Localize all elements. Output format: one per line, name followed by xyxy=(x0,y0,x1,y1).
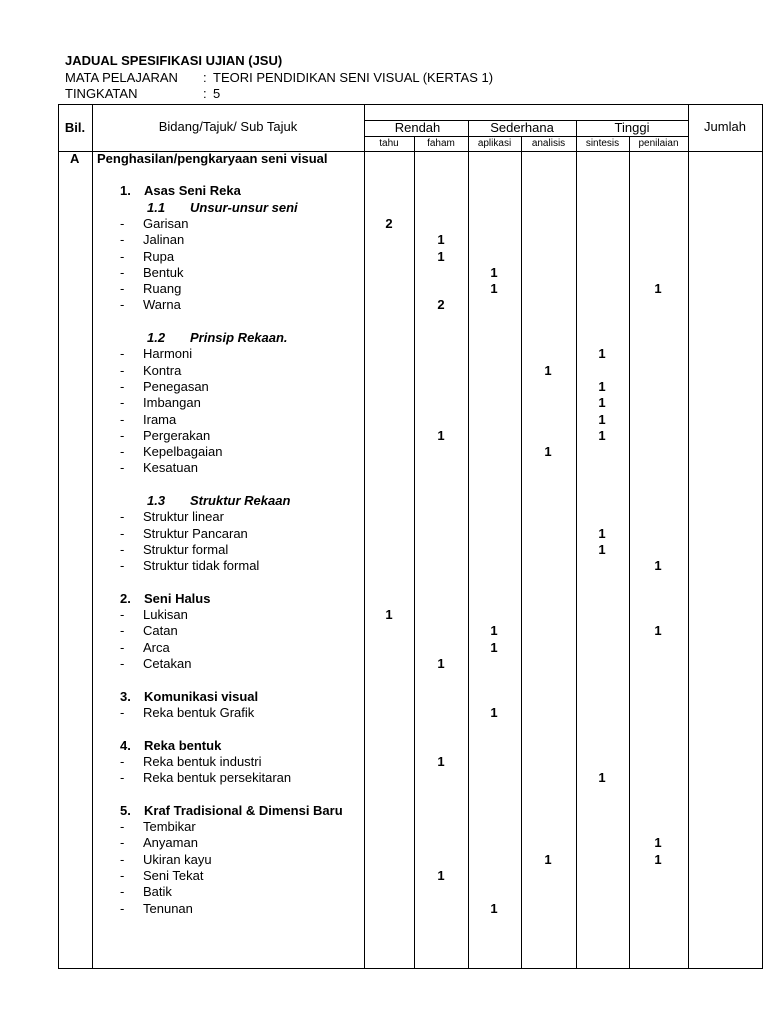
row-marker: - xyxy=(120,346,125,362)
question-count-penilaian: 1 xyxy=(654,835,662,851)
question-count-penilaian: 1 xyxy=(654,281,662,297)
level-label: TINGKATAN xyxy=(65,86,138,101)
group-sederhana: Sederhana xyxy=(490,120,554,135)
level-faham: faham xyxy=(427,138,455,149)
question-count-tahu: 1 xyxy=(385,607,393,623)
row-marker: - xyxy=(120,770,125,786)
row-marker: - xyxy=(120,753,125,769)
subtopic-label: Rupa xyxy=(143,248,175,264)
row-marker: 3. xyxy=(120,688,131,704)
topic-heading: Asas Seni Reka xyxy=(144,183,241,199)
row-marker: - xyxy=(120,362,125,378)
level-column-line-2 xyxy=(629,136,630,969)
row-marker: 1. xyxy=(120,183,131,199)
subtopic-label: Reka bentuk Grafik xyxy=(143,704,255,720)
question-count-analisis: 1 xyxy=(544,444,552,460)
question-count-faham: 1 xyxy=(437,232,445,248)
topic-heading: Prinsip Rekaan. xyxy=(190,330,288,345)
question-count-analisis: 1 xyxy=(544,362,552,378)
question-count-aplikasi: 1 xyxy=(490,639,498,655)
subtopic-label: Irama xyxy=(143,411,177,427)
row-marker: - xyxy=(120,558,125,574)
subtopic-label: Kontra xyxy=(143,362,182,378)
table-top-border xyxy=(58,104,763,105)
subtopic-label: Struktur linear xyxy=(143,509,224,525)
question-count-tahu: 2 xyxy=(385,215,393,231)
row-marker: - xyxy=(120,525,125,541)
question-count-faham: 1 xyxy=(437,656,445,671)
subtopic-label: Jalinan xyxy=(143,232,185,248)
row-marker: 1.2 xyxy=(147,330,166,345)
row-marker: - xyxy=(120,395,125,411)
question-count-sintesis: 1 xyxy=(598,427,606,443)
question-count-aplikasi: 1 xyxy=(490,281,498,297)
question-count-sintesis: 1 xyxy=(598,525,606,541)
row-marker: - xyxy=(120,297,125,313)
topic-heading: Struktur Rekaan xyxy=(190,493,291,508)
table-right-border xyxy=(762,104,763,969)
subtopic-label: Kepelbagaian xyxy=(143,444,223,460)
row-marker: - xyxy=(120,378,125,394)
group-rendah: Rendah xyxy=(394,120,441,135)
question-count-aplikasi: 1 xyxy=(490,264,498,280)
level-column-line-0 xyxy=(414,136,415,969)
subtopic-label: Cetakan xyxy=(143,656,192,671)
subtopic-label: Bentuk xyxy=(143,264,184,280)
topic-heading: Seni Halus xyxy=(144,590,211,606)
total-header: Jumlah xyxy=(704,119,746,134)
row-marker: - xyxy=(120,509,125,525)
level-row xyxy=(65,86,493,102)
subject-label: MATA PELAJARAN xyxy=(65,70,178,85)
row-marker: - xyxy=(120,867,125,883)
row-marker: - xyxy=(120,460,125,476)
question-count-sintesis: 1 xyxy=(598,411,606,427)
level-sintesis: sintesis xyxy=(585,138,620,149)
row-marker: - xyxy=(120,411,125,427)
question-count-faham: 1 xyxy=(437,427,445,443)
topic-column-line xyxy=(364,104,365,969)
row-marker: 1.1 xyxy=(147,199,166,215)
question-count-sintesis: 1 xyxy=(598,346,606,362)
bil-header: Bil. xyxy=(64,120,86,135)
row-marker: 5. xyxy=(120,802,131,818)
question-count-faham: 1 xyxy=(437,753,445,769)
table-bottom-border xyxy=(58,968,763,969)
row-marker: - xyxy=(120,819,125,834)
question-count-penilaian: 1 xyxy=(654,558,662,574)
bil-column-line xyxy=(92,104,93,969)
question-count-faham: 1 xyxy=(437,248,445,264)
level-column-line-1 xyxy=(521,136,522,969)
subject-colon: : xyxy=(203,70,207,85)
section-bil: A xyxy=(70,151,80,166)
row-marker: - xyxy=(120,264,125,280)
question-count-sintesis: 1 xyxy=(598,378,606,394)
group-column-line-1 xyxy=(576,120,577,969)
topic-heading: Kraf Tradisional & Dimensi Baru xyxy=(144,802,343,818)
document-header xyxy=(65,52,493,102)
topic-header: Bidang/Tajuk/ Sub Tajuk xyxy=(158,119,298,134)
row-marker: - xyxy=(120,427,125,443)
subtopic-label: Struktur Pancaran xyxy=(143,525,248,541)
question-count-penilaian: 1 xyxy=(654,851,662,867)
subject-row xyxy=(65,70,493,86)
row-marker: - xyxy=(120,835,125,851)
table-left-border xyxy=(58,104,59,969)
total-column-line xyxy=(688,104,689,969)
question-count-aplikasi: 1 xyxy=(490,900,498,916)
subtopic-label: Kesatuan xyxy=(143,460,198,476)
topic-heading: Unsur-unsur seni xyxy=(190,199,298,215)
row-marker: 2. xyxy=(120,590,131,606)
row-marker: - xyxy=(120,444,125,460)
row-marker: 4. xyxy=(120,737,131,753)
subtopic-label: Lukisan xyxy=(143,607,188,623)
row-marker: - xyxy=(120,232,125,248)
row-marker: - xyxy=(120,704,125,720)
subtopic-label: Garisan xyxy=(143,215,189,231)
subtopic-label: Ruang xyxy=(143,281,182,297)
level-top-line xyxy=(364,136,689,137)
row-marker: - xyxy=(120,541,125,557)
subtopic-label: Arca xyxy=(143,639,170,655)
level-aplikasi: aplikasi xyxy=(477,138,512,149)
subtopic-label: Ukiran kayu xyxy=(143,851,212,867)
row-marker: - xyxy=(120,623,125,639)
group-column-line-0 xyxy=(468,120,469,969)
subtopic-label: Anyaman xyxy=(143,835,198,851)
question-count-analisis: 1 xyxy=(544,851,552,867)
row-marker: - xyxy=(120,851,125,867)
section-title: Penghasilan/pengkaryaan seni visual xyxy=(97,151,328,166)
question-count-faham: 2 xyxy=(437,297,445,313)
subject-value: TEORI PENDIDIKAN SENI VISUAL (KERTAS 1) xyxy=(213,70,494,85)
row-marker: - xyxy=(120,656,125,671)
row-marker: - xyxy=(120,215,125,231)
subtopic-label: Pergerakan xyxy=(143,427,211,443)
row-marker: - xyxy=(120,607,125,623)
row-marker: - xyxy=(120,900,125,916)
question-count-aplikasi: 1 xyxy=(490,704,498,720)
question-count-faham: 1 xyxy=(437,867,445,883)
subtopic-label: Penegasan xyxy=(143,378,209,394)
subtopic-label: Harmoni xyxy=(143,346,193,362)
subtopic-label: Seni Tekat xyxy=(143,867,204,883)
topic-heading: Reka bentuk xyxy=(144,737,222,753)
subtopic-label: Struktur tidak formal xyxy=(143,558,260,574)
row-marker: - xyxy=(120,884,125,900)
subtopic-label: Struktur formal xyxy=(143,541,229,557)
level-colon: : xyxy=(203,86,207,101)
subtopic-label: Reka bentuk industri xyxy=(143,753,262,769)
question-count-aplikasi: 1 xyxy=(490,623,498,639)
row-marker: - xyxy=(120,281,125,297)
level-value: 5 xyxy=(213,86,221,101)
row-marker: - xyxy=(120,248,125,264)
subtopic-label: Imbangan xyxy=(143,395,201,411)
question-count-sintesis: 1 xyxy=(598,395,606,411)
topic-heading: Komunikasi visual xyxy=(144,688,259,704)
subtopic-label: Reka bentuk persekitaran xyxy=(143,770,292,786)
question-count-penilaian: 1 xyxy=(654,623,662,639)
question-count-sintesis: 1 xyxy=(598,770,606,786)
subtopic-label: Tembikar xyxy=(143,819,196,834)
level-analisis: analisis xyxy=(531,138,566,149)
row-marker: - xyxy=(120,639,125,655)
subtopic-label: Batik xyxy=(143,884,172,900)
document-title: JADUAL SPESIFIKASI UJIAN (JSU) xyxy=(65,53,283,68)
subtopic-label: Warna xyxy=(143,297,181,313)
subtopic-label: Tenunan xyxy=(143,900,193,916)
level-penilaian: penilaian xyxy=(638,138,679,149)
group-tinggi: Tinggi xyxy=(614,120,650,135)
question-count-sintesis: 1 xyxy=(598,541,606,557)
row-marker: 1.3 xyxy=(147,493,166,508)
subtopic-label: Catan xyxy=(143,623,178,639)
level-tahu: tahu xyxy=(379,138,399,149)
